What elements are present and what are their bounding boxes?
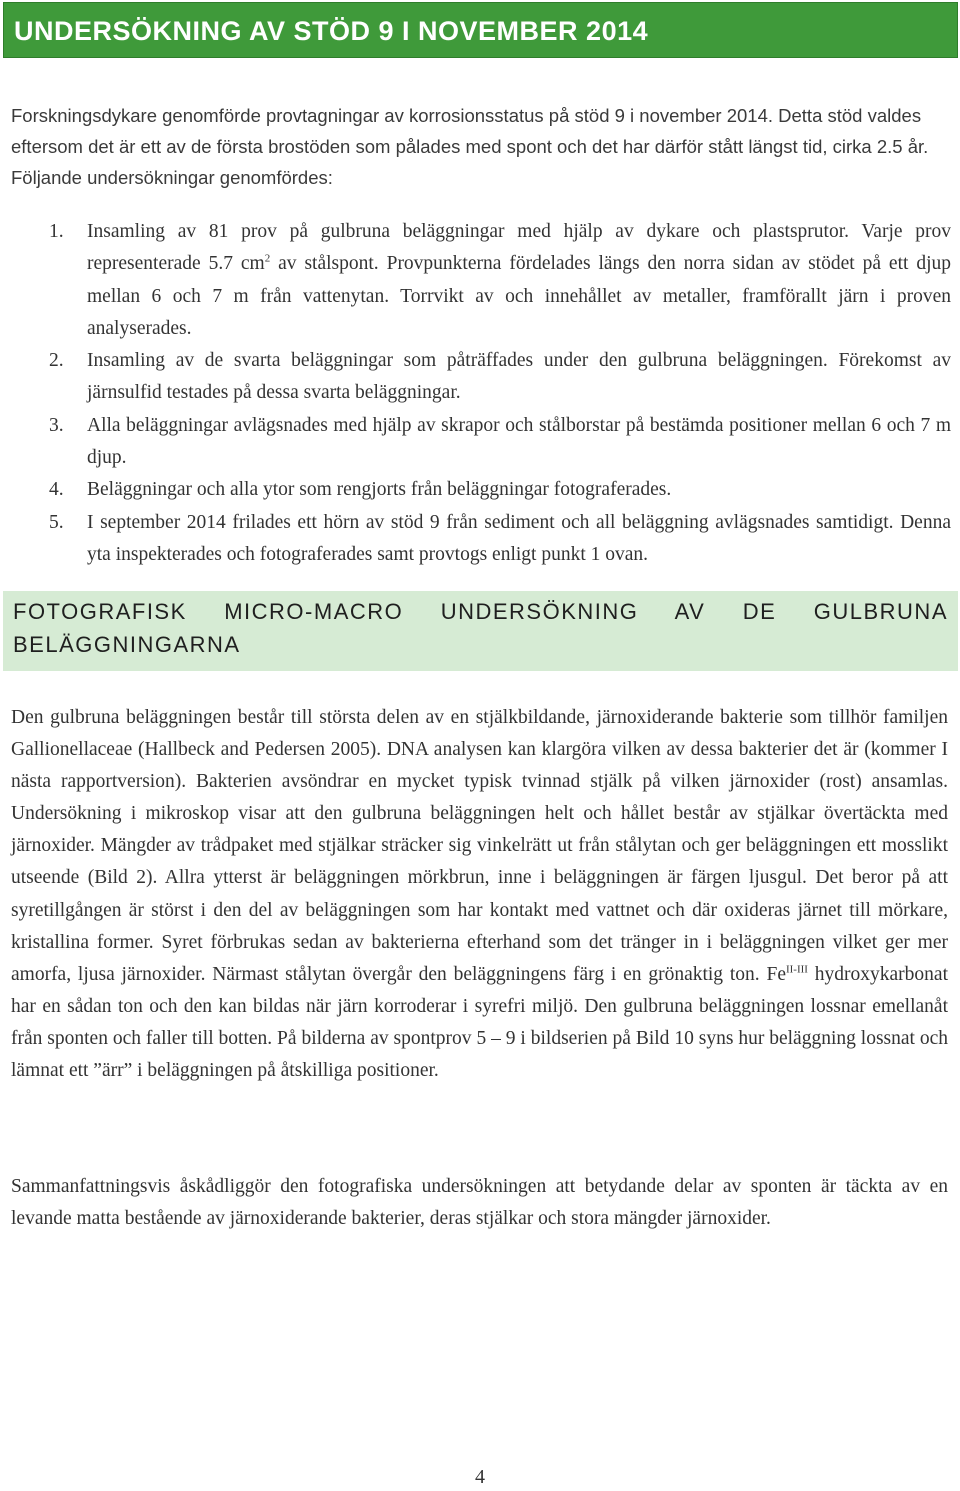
list-item [11,216,951,345]
list-item-number: 3. [49,414,64,436]
page-title: UNDERSÖKNING AV STÖD 9 I NOVEMBER 2014 [14,16,649,46]
examination-steps-list [11,216,951,571]
list-item-number: 1. [49,221,64,242]
paragraph-text: hydroxykarbonat har en sådan ton och den kan bildas när järn korroderar i syrefri miljö. Den gulbruna beläggningen lossnar emellanåt från sponten och faller till botten. På bilderna av spontprov 5 – 9 i bildserien på Bild 10 syns hur beläggning lossnat och lämnat ett ”ärr” i beläggningen på åtskilliga positioner. [11,963,948,1082]
section-heading: FOTOGRAFISK MICRO-MACRO UNDERSÖKNING AV DE GULBRUNA BELÄGGNINGARNA [13,599,948,657]
superscript: 2 [264,252,271,265]
paragraph-text: Den gulbruna beläggningen består till största delen av en stjälkbildande, järnoxiderande bakterie som tillhör familjen Gallionellaceae (Hallbeck and Pedersen 2005). DNA analysen kan klargöra vilken av dessa bakterier det är (kommer I nästa rapportversion). Bakterien avsöndrar en mycket typisk tvinnad stjälk på vilken järnoxider (rost) ansamlas. Undersökning i mikroskop visar att den gulbruna beläggningen helt och hållet består av stjälkar övertäckta med järnoxider. Mängder av trådpaket med stjälkar sträcker sig vinkelrätt ut från stålytan och ger beläggningen ett mosslikt utseende (Bild 2). Allra ytterst är beläggningen mörkbrun, inne i beläggningen är färgen ljusgul. Det beror på att syretillgången är störst i den del av beläggningen som har kontakt med vattnet och där oxideras järnet till mörkare, kristallina former. Syret förbrukas sedan av bakterierna efterhand som det tränger in i beläggningen vilket ger mer amorfa, ljusa järnoxider. Närmast stålytan övergår den beläggningens färg i en grönaktig ton. Fe [11,707,948,985]
body-paragraph-1 [11,702,948,1087]
list-item [11,410,951,475]
list-item-text: Insamling av de svarta beläggningar som påträffades under den gulbruna beläggningen. Förekomst av järnsulfid testades på dessa svarta beläggningar. [87,350,951,404]
list-item-text: Alla beläggningar avlägsnades med hjälp av skrapor och stålborstar på bestämda positioner mellan 6 och 7 m djup. [87,414,951,469]
list-item-text: Insamling av 81 prov på gulbruna beläggningar med hjälp av dykare och plastsprutor. Varje prov representerade 5.7 cm [87,221,951,275]
main-heading-bar [3,2,958,58]
list-item [11,345,951,410]
list-item-text: Beläggningar och alla ytor som rengjorts från beläggningar fotograferades. [87,479,672,501]
intro-paragraph: Forskningsdykare genomförde provtagningar av korrosionsstatus på stöd 9 i november 2014. Detta stöd valdes eftersom det är ett av de första brostöden som pålades med spont och det har därför stått längst tid, cirka 2.5 år. Följande undersökningar genomfördes: [11,105,929,188]
list-item-text: av stålspont. Provpunkterna fördelades längs den norra sidan av stödet på ett djup mellan 6 och 7 m från vattenytan. Torrvikt av och innehållet av metaller, framförallt järn i proven analyserades. [87,253,951,339]
list-item [11,507,951,572]
list-item [11,474,951,506]
body-paragraph-2: Sammanfattningsvis åskådliggör den fotografiska undersökningen att betydande delar av sponten är täckta av en levande matta bestående av järnoxiderande bakterier, deras stjälkar och stora mängder järnoxider. [11,1176,948,1230]
list-item-number: 2. [49,350,64,372]
page-number: 4 [475,1466,485,1488]
list-item-number: 4. [49,479,64,501]
list-item-text: I september 2014 frilades ett hörn av stöd 9 från sediment och all beläggning avlägsnades samtidigt. Denna yta inspekterades och fotograferades samt provtogs enligt punkt 1 ovan. [87,511,951,565]
superscript: II-III [785,963,808,976]
list-item-number: 5. [49,511,64,533]
section-heading-bar [3,591,958,671]
